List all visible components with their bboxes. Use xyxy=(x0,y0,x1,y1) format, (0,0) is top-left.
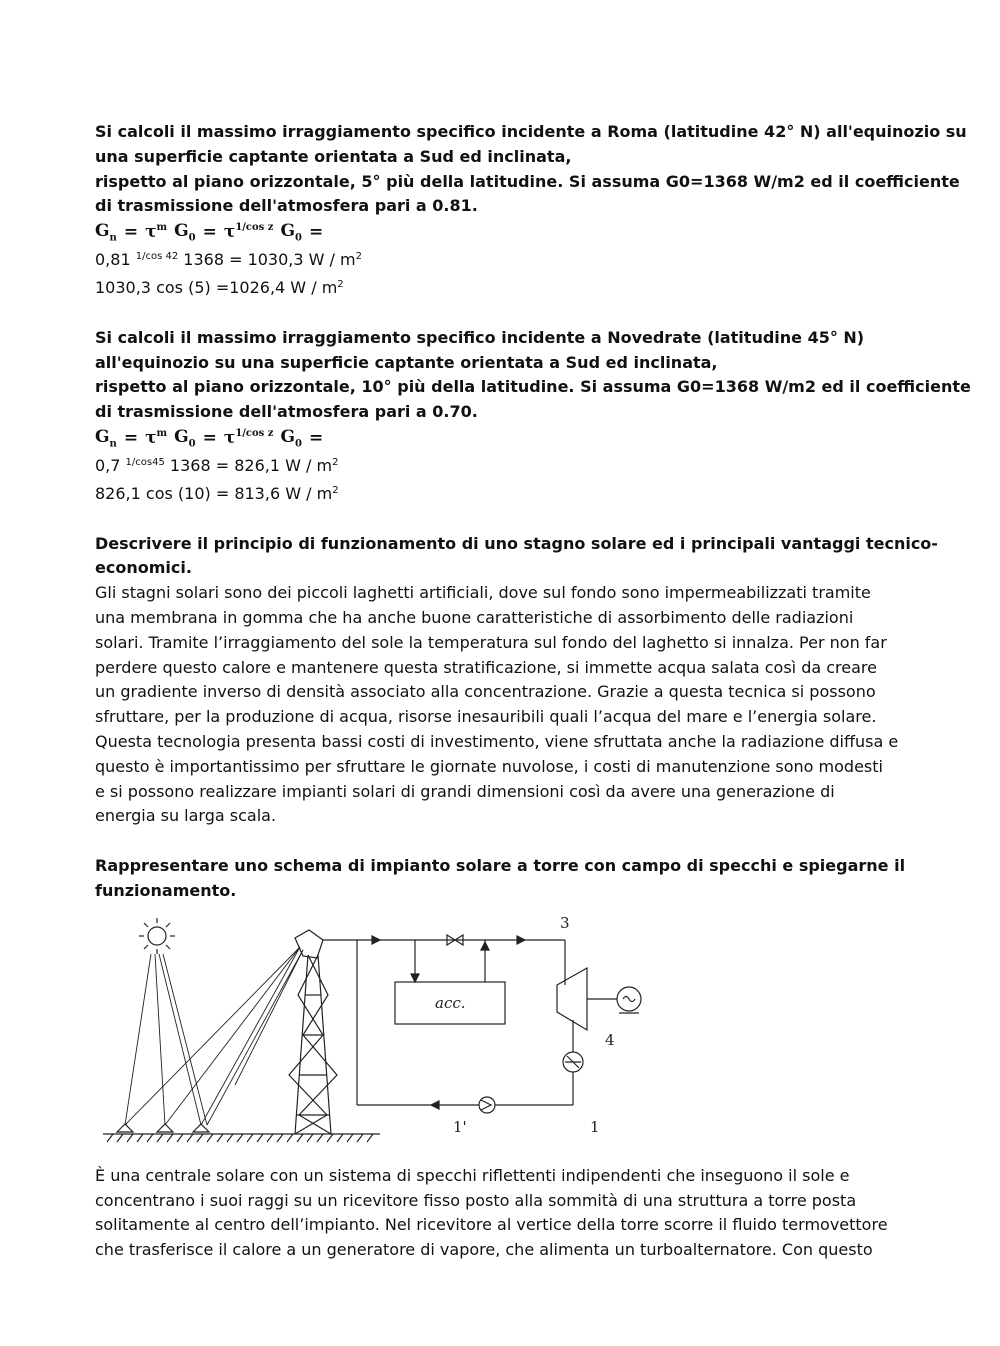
formula-term: $\tau^m$ xyxy=(145,222,168,243)
formula-equals: = xyxy=(123,222,139,243)
question-roma xyxy=(95,120,967,301)
body-line: energia su larga scala. xyxy=(95,806,277,826)
mirror-field xyxy=(117,1124,209,1132)
point-label-1: 1 xyxy=(590,1117,600,1136)
sun-icon xyxy=(139,918,175,954)
formula-term: $\tau^{1/cos z}$ xyxy=(223,222,274,243)
formula-image xyxy=(95,219,355,245)
formula-equals: = xyxy=(202,222,217,243)
question-title-line: rispetto al piano orizzontale, 10° più della latitudine. Si assuma G0=1368 W/m2 ed il coefficiente xyxy=(95,377,971,397)
body-line: concentrano i suoi raggi su un ricevitore fisso posto alla sommità di una struttura a torre posta xyxy=(95,1190,857,1210)
question-solar-pond xyxy=(95,532,938,830)
body-line: una membrana in gomma che ha anche buone caratteristiche di assorbimento delle radiazioni xyxy=(95,607,854,627)
calculation-line: 0,81 $^{1/cos 42}$ 1368 = 1030,3 W / $m^2$ xyxy=(95,250,362,270)
question-solar-tower xyxy=(95,854,915,1263)
calculation-line: 1030,3 cos (5) =1026,4 W / $m^2$ xyxy=(95,277,344,297)
question-novedrate xyxy=(95,326,971,507)
question-title-line: Si calcoli il massimo irraggiamento specifico incidente a Novedrate (latitudine 45° N) xyxy=(95,327,865,347)
body-line: solari. Tramite l’irraggiamento del sole la temperatura sul fondo del laghetto si innalza. Per non far xyxy=(95,632,887,652)
ground-hatching xyxy=(103,1134,380,1142)
body-line: questo è importantissimo per sfruttare le giornate nuvolose, i costi di manutenzione sono modesti xyxy=(95,756,883,776)
body-line: un gradiente inverso di densità associato alla concentrazione. Grazie a questa tecnica si possono xyxy=(95,682,876,702)
storage-label: acc. xyxy=(435,993,466,1012)
formula-term: $G_0$ xyxy=(280,426,302,450)
tower xyxy=(289,955,337,1134)
generator-icon xyxy=(617,987,641,1013)
formula-equals: = xyxy=(308,427,324,448)
question-title-line: Rappresentare uno schema di impianto solare a torre con campo di specchi e spiegarne il xyxy=(95,856,906,876)
formula-equals: = xyxy=(123,427,139,448)
formula-image xyxy=(95,425,355,451)
formula-equals: = xyxy=(308,222,324,243)
point-label-1p: 1' xyxy=(453,1117,467,1136)
receiver xyxy=(295,930,323,958)
body-line: Questa tecnologia presenta bassi costi di investimento, viene sfruttata anche la radiazione diffusa e xyxy=(95,731,899,751)
document-page xyxy=(95,120,971,1263)
question-title-line: funzionamento. xyxy=(95,880,237,900)
calculation-line: 826,1 cos (10) = 813,6 W / $m^2$ xyxy=(95,483,339,503)
question-title-line: economici. xyxy=(95,558,192,578)
question-title-line: di trasmissione dell'atmosfera pari a 0.70. xyxy=(95,402,478,422)
turbine-icon xyxy=(557,968,587,1030)
formula-equals: = xyxy=(202,427,217,448)
body-line: e si possono realizzare impianti solari di grandi dimensioni così da avere una generazione di xyxy=(95,781,835,801)
formula-term: $\tau^{1/cos z}$ xyxy=(223,427,274,448)
body-line: solitamente al centro dell’impianto. Nel ricevitore al vertice della torre scorre il fluido termovettore xyxy=(95,1215,888,1235)
sun-rays xyxy=(125,954,207,1125)
formula-term: $G_0$ xyxy=(174,220,196,244)
question-title-line: Si calcoli il massimo irraggiamento specifico incidente a Roma (latitudine 42° N) all'equinozio su xyxy=(95,122,967,141)
question-title-line: di trasmissione dell'atmosfera pari a 0.81. xyxy=(95,196,478,216)
body-line: perdere questo calore e mantenere questa stratificazione, si immette acqua salata così da creare xyxy=(95,657,877,677)
question-title-line: una superficie captante orientata a Sud ed inclinata, xyxy=(95,146,572,166)
body-line: Gli stagni solari sono dei piccoli laghetti artificiali, dove sul fondo sono impermeabilizzati tramite xyxy=(95,583,871,603)
reflected-rays xyxy=(125,947,303,1125)
question-title-line: Descrivere il principio di funzionamento di uno stagno solare ed i principali vantaggi tecnico- xyxy=(95,533,938,553)
solar-tower-diagram xyxy=(95,910,675,1160)
calculation-line: 0,7 $^{1/cos45}$ 1368 = 826,1 W / $m^2$ xyxy=(95,455,339,475)
formula-lhs: $G_n$ xyxy=(95,220,117,244)
body-line: che trasferisce il calore a un generatore di vapore, che alimenta un turboalternatore. Con questo xyxy=(95,1240,873,1260)
formula-lhs: $G_n$ xyxy=(95,426,117,450)
question-title-line: rispetto al piano orizzontale, 5° più della latitudine. Si assuma G0=1368 W/m2 ed il coefficiente xyxy=(95,171,960,191)
point-label-4: 4 xyxy=(605,1030,615,1049)
formula-term: $G_0$ xyxy=(280,220,302,244)
body-line: È una centrale solare con un sistema di specchi riflettenti indipendenti che inseguono il sole e xyxy=(95,1165,850,1185)
body-line: sfruttare, per la produzione di acqua, risorse inesauribili quali l’acqua del mare e l’energia solare. xyxy=(95,707,877,727)
formula-term: $G_0$ xyxy=(174,426,196,450)
pump-icon xyxy=(479,1097,495,1113)
formula-term: $\tau^m$ xyxy=(145,427,168,448)
point-label-3: 3 xyxy=(560,913,570,932)
condenser-icon xyxy=(563,1052,583,1072)
question-title-line: all'equinozio su una superficie captante orientata a Sud ed inclinata, xyxy=(95,352,718,372)
